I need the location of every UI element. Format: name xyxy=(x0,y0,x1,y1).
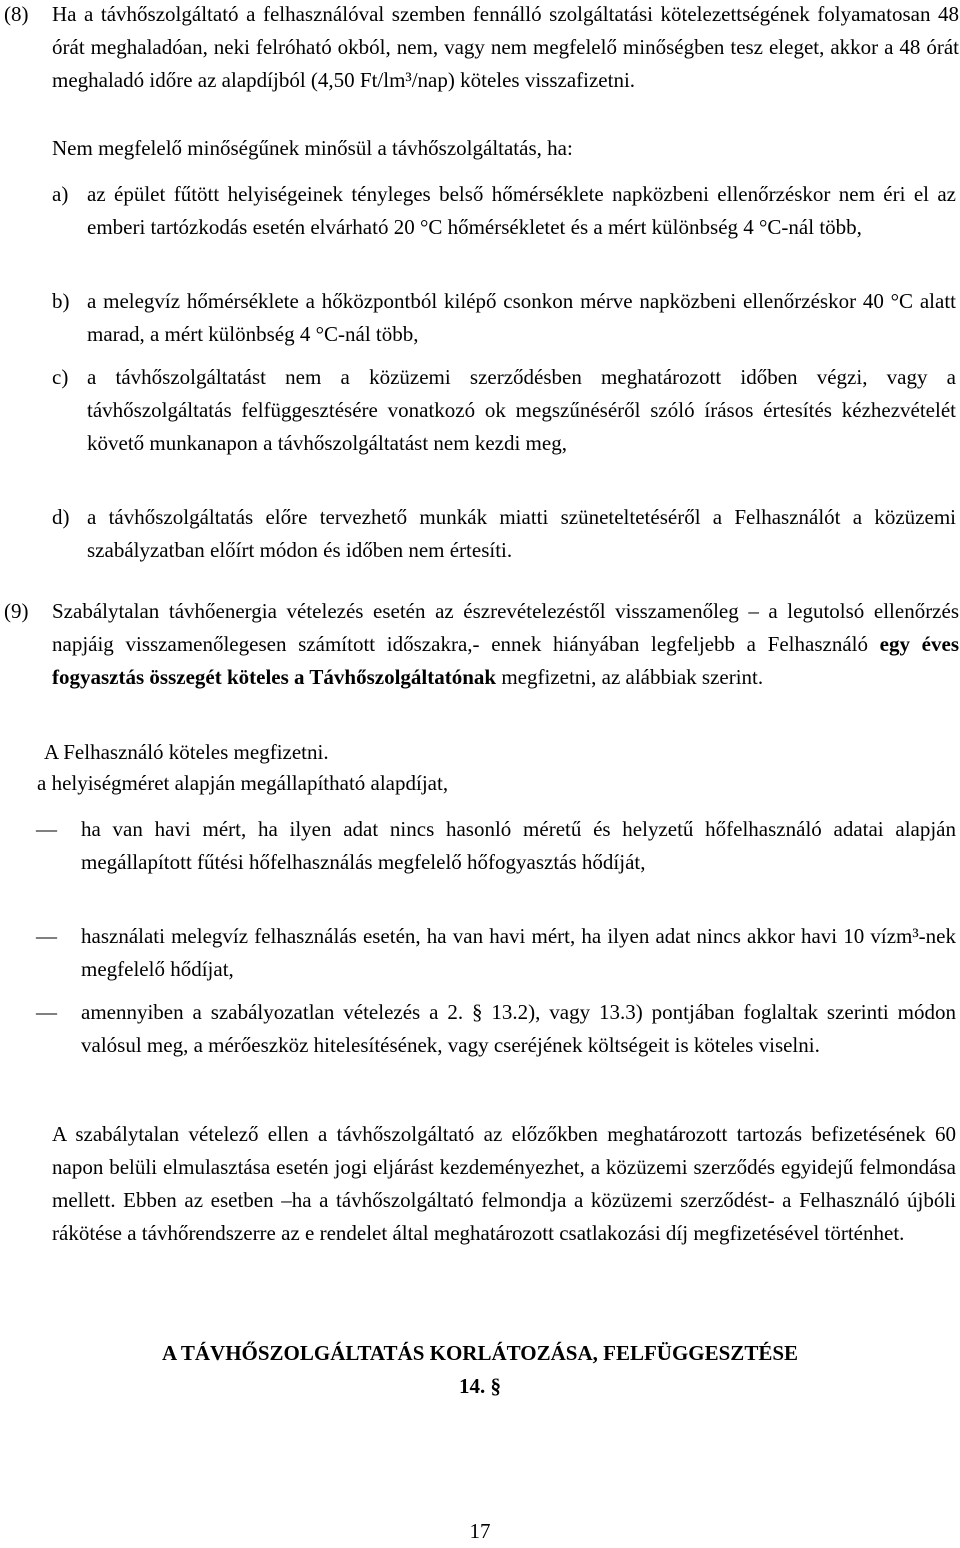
list-item-d xyxy=(52,501,956,567)
paragraph-label: (8) xyxy=(4,2,29,26)
list-item-b xyxy=(52,285,956,351)
paragraph-text xyxy=(52,595,959,694)
paragraph-label: (9) xyxy=(4,599,29,623)
dash-item-text: használati melegvíz felhasználás esetén, ha van havi mért, ha ilyen adat nincs akkor havi 10 vízm³-nek megfelelő hődíjat, xyxy=(81,924,956,981)
paragraph-text: Ha a távhőszolgáltató a felhasználóval szemben fennálló szolgáltatási kötelezettségének folyamatosan 48 órát meghaladóan, neki felróható okból, nem, vagy nem megfelelő minőségben tesz eleget, akkor a 48 órát meghaladó időre az alapdíjból (4,50 Ft/lm³/nap) köteles visszafizetni. xyxy=(52,2,959,92)
list-item-c xyxy=(52,361,956,460)
list-item-label: d) xyxy=(52,505,70,529)
section-number: 14. § xyxy=(459,1374,501,1398)
dash-bullet: — xyxy=(36,924,57,948)
base-fee-line: a helyiségméret alapján megállapítható alapdíjat, xyxy=(37,771,449,795)
paragraph-9 xyxy=(4,595,959,694)
dash-item-1 xyxy=(36,813,956,879)
list-item-text: a távhőszolgáltatást nem a közüzemi szerződésben meghatározott időben végzi, vagy a távhőszolgáltatás felfüggesztésére vonatkozó ok megszűnéséről szóló írásos értesítés kézhezvételét követő munkanapon a távhőszolgáltatást nem kezdi meg, xyxy=(87,365,956,455)
section-heading xyxy=(0,1337,960,1403)
list-item-label: b) xyxy=(52,289,70,313)
paragraph-text-part: Szabálytalan távhőenergia vételezés esetén az észrevételezéstől visszamenőleg – a legutolsó ellenőrzés napjáig visszamenőlegesen számított időszakra,- ennek hiányában legfeljebb a Felhasználó xyxy=(52,599,959,656)
page-number: 17 xyxy=(469,1519,491,1543)
list-item-text: a távhőszolgáltatás előre tervezhető munkák miatti szüneteltetéséről a Felhasználót a közüzemi szabályzatban előírt módon és időben nem értesíti. xyxy=(87,505,956,562)
section-title: A TÁVHŐSZOLGÁLTATÁS KORLÁTOZÁSA, FELFÜGGESZTÉSE xyxy=(161,1341,799,1365)
paragraph-text-part: megfizetni, az alábbiak szerint. xyxy=(496,665,764,689)
dash-item-text: amennyiben a szabályozatlan vételezés a 2. § 13.2), vagy 13.3) pontjában foglaltak szerinti módon valósul meg, a mérőeszköz hitelesítésének, vagy cseréjének költségeit is köteles viselni. xyxy=(81,1000,956,1057)
dash-item-2 xyxy=(36,920,956,986)
dash-item-text: ha van havi mért, ha ilyen adat nincs hasonló méretű és helyzetű hőfelhasználó adatai alapján megállapított fűtési hőfelhasználás megfelelő hőfogyasztás hődíját, xyxy=(81,817,956,874)
list-item-label: a) xyxy=(52,182,69,206)
dash-bullet: — xyxy=(36,817,57,841)
paragraph-bold-text: egy éves fogyasztás összegét köteles a Távhőszolgáltatónak xyxy=(52,632,959,689)
list-item-text: az épület fűtött helyiségeinek tényleges belső hőmérséklete napközbeni ellenőrzéskor nem éri el az emberi tartózkodás esetén elvárható 20 °C hőmérsékletet és a mért különbség 4 °C-nál több, xyxy=(87,182,956,239)
dash-item-3 xyxy=(36,996,956,1062)
list-item-a xyxy=(52,178,956,244)
dash-bullet: — xyxy=(36,1000,57,1024)
list-item-text: a melegvíz hőmérséklete a hőközpontból kilépő csonkon mérve napközbeni ellenőrzéskor 40 °C alatt marad, a mért különbség 4 °C-nál több, xyxy=(87,289,956,346)
quality-intro: Nem megfelelő minőségűnek minősül a távhőszolgáltatás, ha: xyxy=(52,136,573,160)
paragraph-8 xyxy=(4,0,959,97)
closing-paragraph: A szabálytalan vételező ellen a távhőszolgáltató az előzőkben meghatározott tartozás befizetésének 60 napon belüli elmulasztása esetén jogi eljárást kezdeményezhet, a közüzemi szerződés egyidejű felmondása mellett. Ebben az esetben –ha a távhőszolgáltató felmondja a közüzemi szerződést- a Felhasználó újbóli rákötése a távhőrendszerre az e rendelet által meghatározott csatlakozási díj megfizetésével történhet. xyxy=(52,1122,956,1245)
payment-line: A Felhasználó köteles megfizetni. xyxy=(44,740,329,764)
list-item-label: c) xyxy=(52,365,69,389)
